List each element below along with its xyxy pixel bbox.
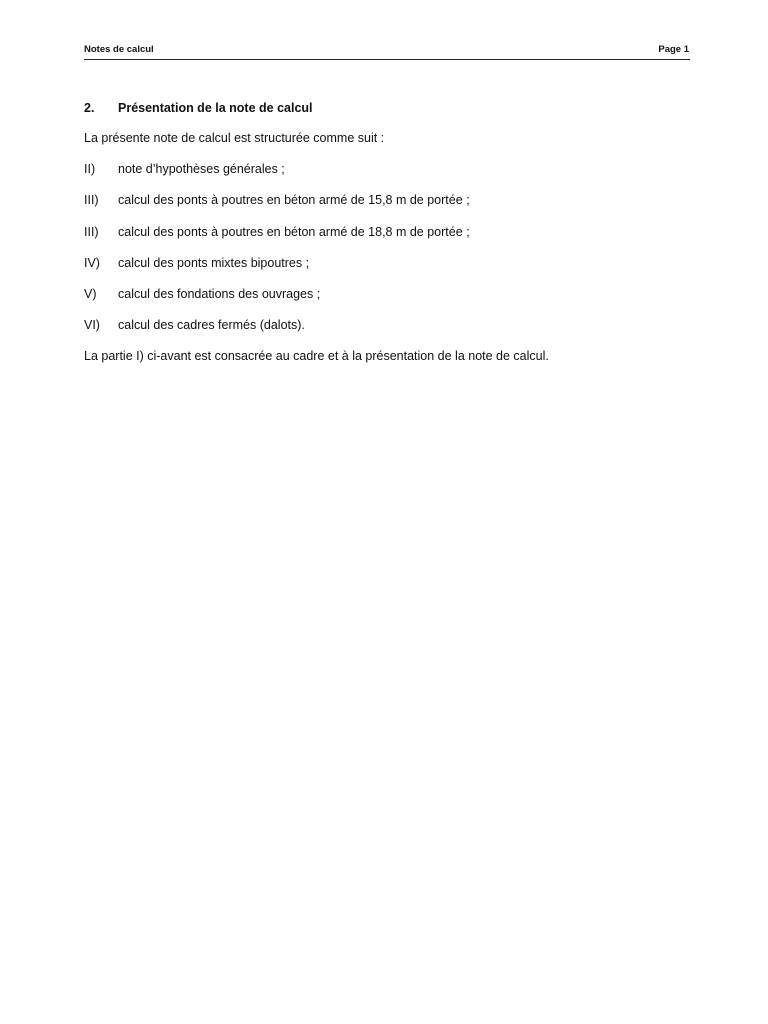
section-number: 2. bbox=[84, 101, 95, 115]
header-title: Notes de calcul bbox=[84, 44, 154, 55]
list-item-text: calcul des cadres fermés (dalots). bbox=[118, 318, 305, 333]
list-item-marker: IV) bbox=[84, 255, 100, 270]
list-item bbox=[84, 190, 690, 210]
closing-paragraph: La partie I) ci-avant est consacrée au cadre et à la présentation de la note de calcul. bbox=[84, 348, 549, 363]
list-item-marker: II) bbox=[84, 162, 96, 176]
list-item bbox=[84, 284, 690, 304]
list-item-marker: III) bbox=[84, 224, 99, 239]
list-item bbox=[84, 222, 690, 242]
list-item-text: calcul des fondations des ouvrages ; bbox=[118, 287, 321, 302]
page-header bbox=[84, 43, 690, 60]
intro-paragraph: La présente note de calcul est structurée comme suit : bbox=[84, 131, 385, 145]
document-body bbox=[84, 98, 690, 366]
page-number: Page 1 bbox=[658, 44, 689, 55]
list-item bbox=[84, 315, 690, 335]
list-item bbox=[84, 159, 690, 179]
list-item-marker: VI) bbox=[84, 318, 100, 333]
structure-list bbox=[84, 159, 690, 335]
list-item-text: note d’hypothèses générales ; bbox=[118, 162, 285, 176]
section-title: Présentation de la note de calcul bbox=[118, 101, 313, 115]
list-item-marker: III) bbox=[84, 193, 99, 208]
section-heading bbox=[84, 98, 690, 118]
list-item bbox=[84, 253, 690, 273]
list-item-text: calcul des ponts à poutres en béton armé de 15,8 m de portée ; bbox=[118, 193, 470, 208]
list-item-text: calcul des ponts mixtes bipoutres ; bbox=[118, 255, 310, 270]
list-item-text: calcul des ponts à poutres en béton armé de 18,8 m de portée ; bbox=[118, 224, 470, 239]
list-item-marker: V) bbox=[84, 287, 97, 302]
